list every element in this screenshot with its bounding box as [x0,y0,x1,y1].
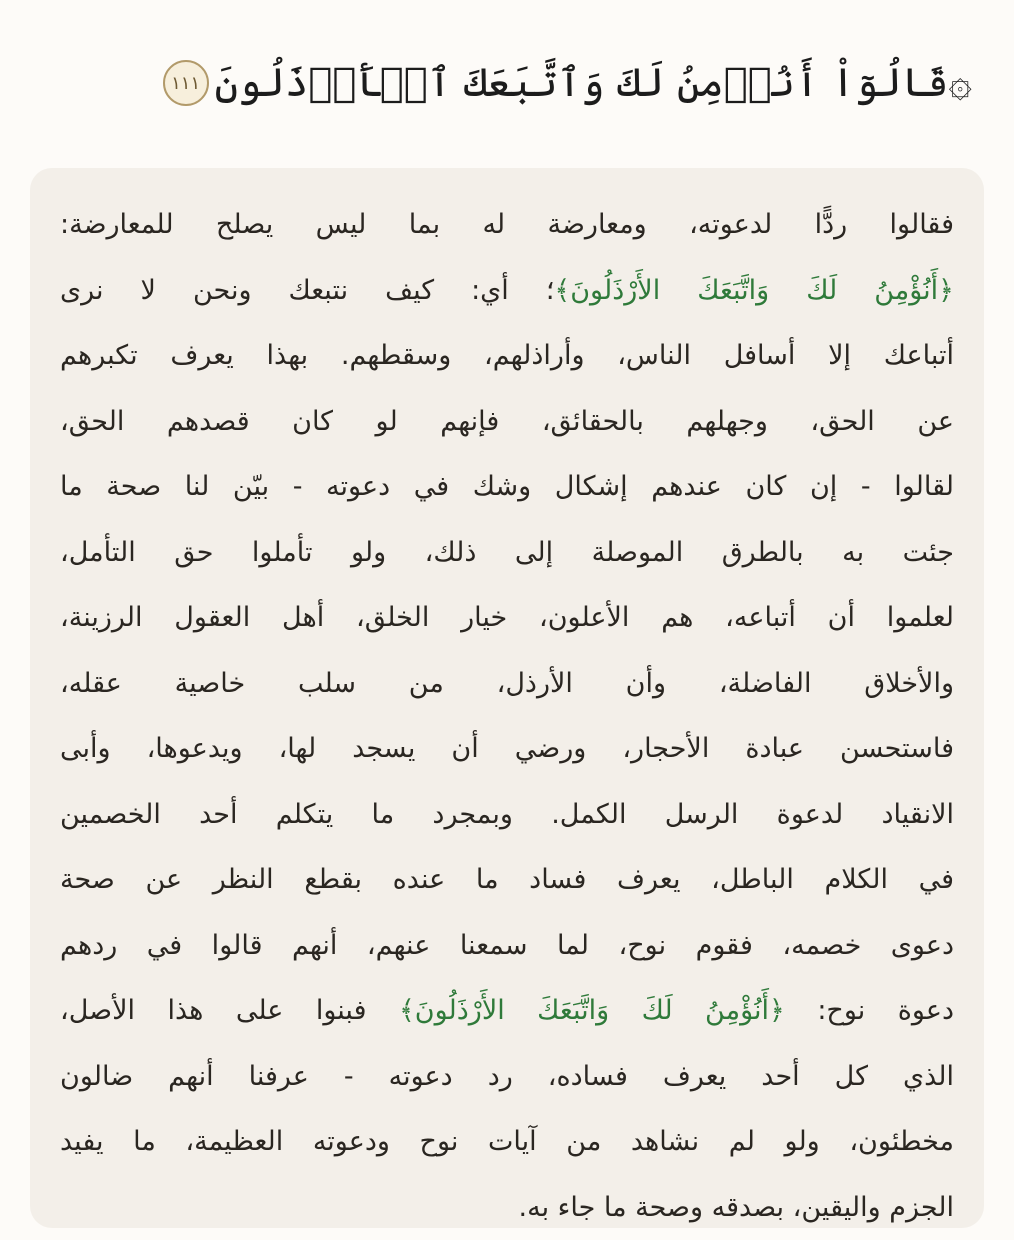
tafsir-line [60,585,954,651]
tafsir-line [60,1109,954,1175]
tafsir-line [60,978,954,1044]
tafsir-line [60,323,954,389]
verse-number-badge: ١١١ [163,60,209,106]
tafsir-text: فقالوا ردًّا لدعوته، ومعارضة له بما ليس يصلح للمعارضة: [60,209,954,240]
tafsir-text: والأخلاق الفاضلة، وأن الأرذل، من سلب خاصية عقله، [60,668,954,699]
verse-text[interactable]: ۞قَالُوٓاْ أَنُؤۡمِنُ لَكَ وَٱتَّبَعَكَ ٱلۡأَرۡذَلُونَ [215,55,972,111]
tafsir-line [60,258,954,324]
tafsir-text: الذي كل أحد يعرف فساده، رد دعوته - عرفنا أنهم ضالون [60,1061,954,1092]
tafsir-text: أتباعك إلا أسافل الناس، وأراذلهم، وسقطهم. بهذا يعرف تكبرهم [60,340,954,371]
tafsir-line [60,651,954,717]
tafsir-text: دعوة نوح: [785,995,954,1026]
tafsir-line [60,520,954,586]
tafsir-line [60,454,954,520]
tafsir-line [60,1044,954,1110]
tafsir-line [60,389,954,455]
tafsir-line [60,192,954,258]
tafsir-line [60,913,954,979]
tafsir-line [60,1175,954,1240]
tafsir-text: لعلموا أن أتباعه، هم الأعلون، خيار الخلق، أهل العقول الرزينة، [60,602,954,633]
tafsir-text: لقالوا - إن كان عندهم إشكال وشك في دعوته - بيّن لنا صحة ما [60,471,954,502]
tafsir-text: الجزم واليقين، بصدقه وصحة ما جاء به. [519,1192,954,1223]
tafsir-line [60,782,954,848]
tafsir-line [60,716,954,782]
quran-quote: ﴿أَنُؤْمِنُ لَكَ وَاتَّبَعَكَ الأَرْذَلُونَ﴾ [554,275,954,306]
tafsir-text: في الكلام الباطل، يعرف فساد ما عنده بقطع النظر عن صحة [60,864,954,895]
tafsir-line [60,847,954,913]
tafsir-text: عن الحق، وجهلهم بالحقائق، فإنهم لو كان قصدهم الحق، [60,406,954,437]
tafsir-text: فبنوا على هذا الأصل، [60,995,399,1026]
tafsir-text: جئت به بالطرق الموصلة إلى ذلك، ولو تأملوا حق التأمل، [60,537,954,568]
tafsir-text: فاستحسن عبادة الأحجار، ورضي أن يسجد لها، ويدعوها، وأبى [60,733,954,764]
verse-header [30,28,972,138]
tafsir-card [30,168,984,1228]
tafsir-text: دعوى خصمه، فقوم نوح، لما سمعنا عنهم، أنهم قالوا في ردهم [60,930,954,961]
tafsir-text: ؛ أي: كيف نتبعك ونحن لا نرى [60,275,554,306]
tafsir-text: الانقياد لدعوة الرسل الكمل. وبمجرد ما يتكلم أحد الخصمين [60,799,954,830]
tafsir-text: مخطئون، ولو لم نشاهد من آيات نوح ودعوته العظيمة، ما يفيد [60,1126,954,1157]
quran-quote: ﴿أَنُؤْمِنُ لَكَ وَاتَّبَعَكَ الأَرْذَلُونَ﴾ [399,995,785,1026]
